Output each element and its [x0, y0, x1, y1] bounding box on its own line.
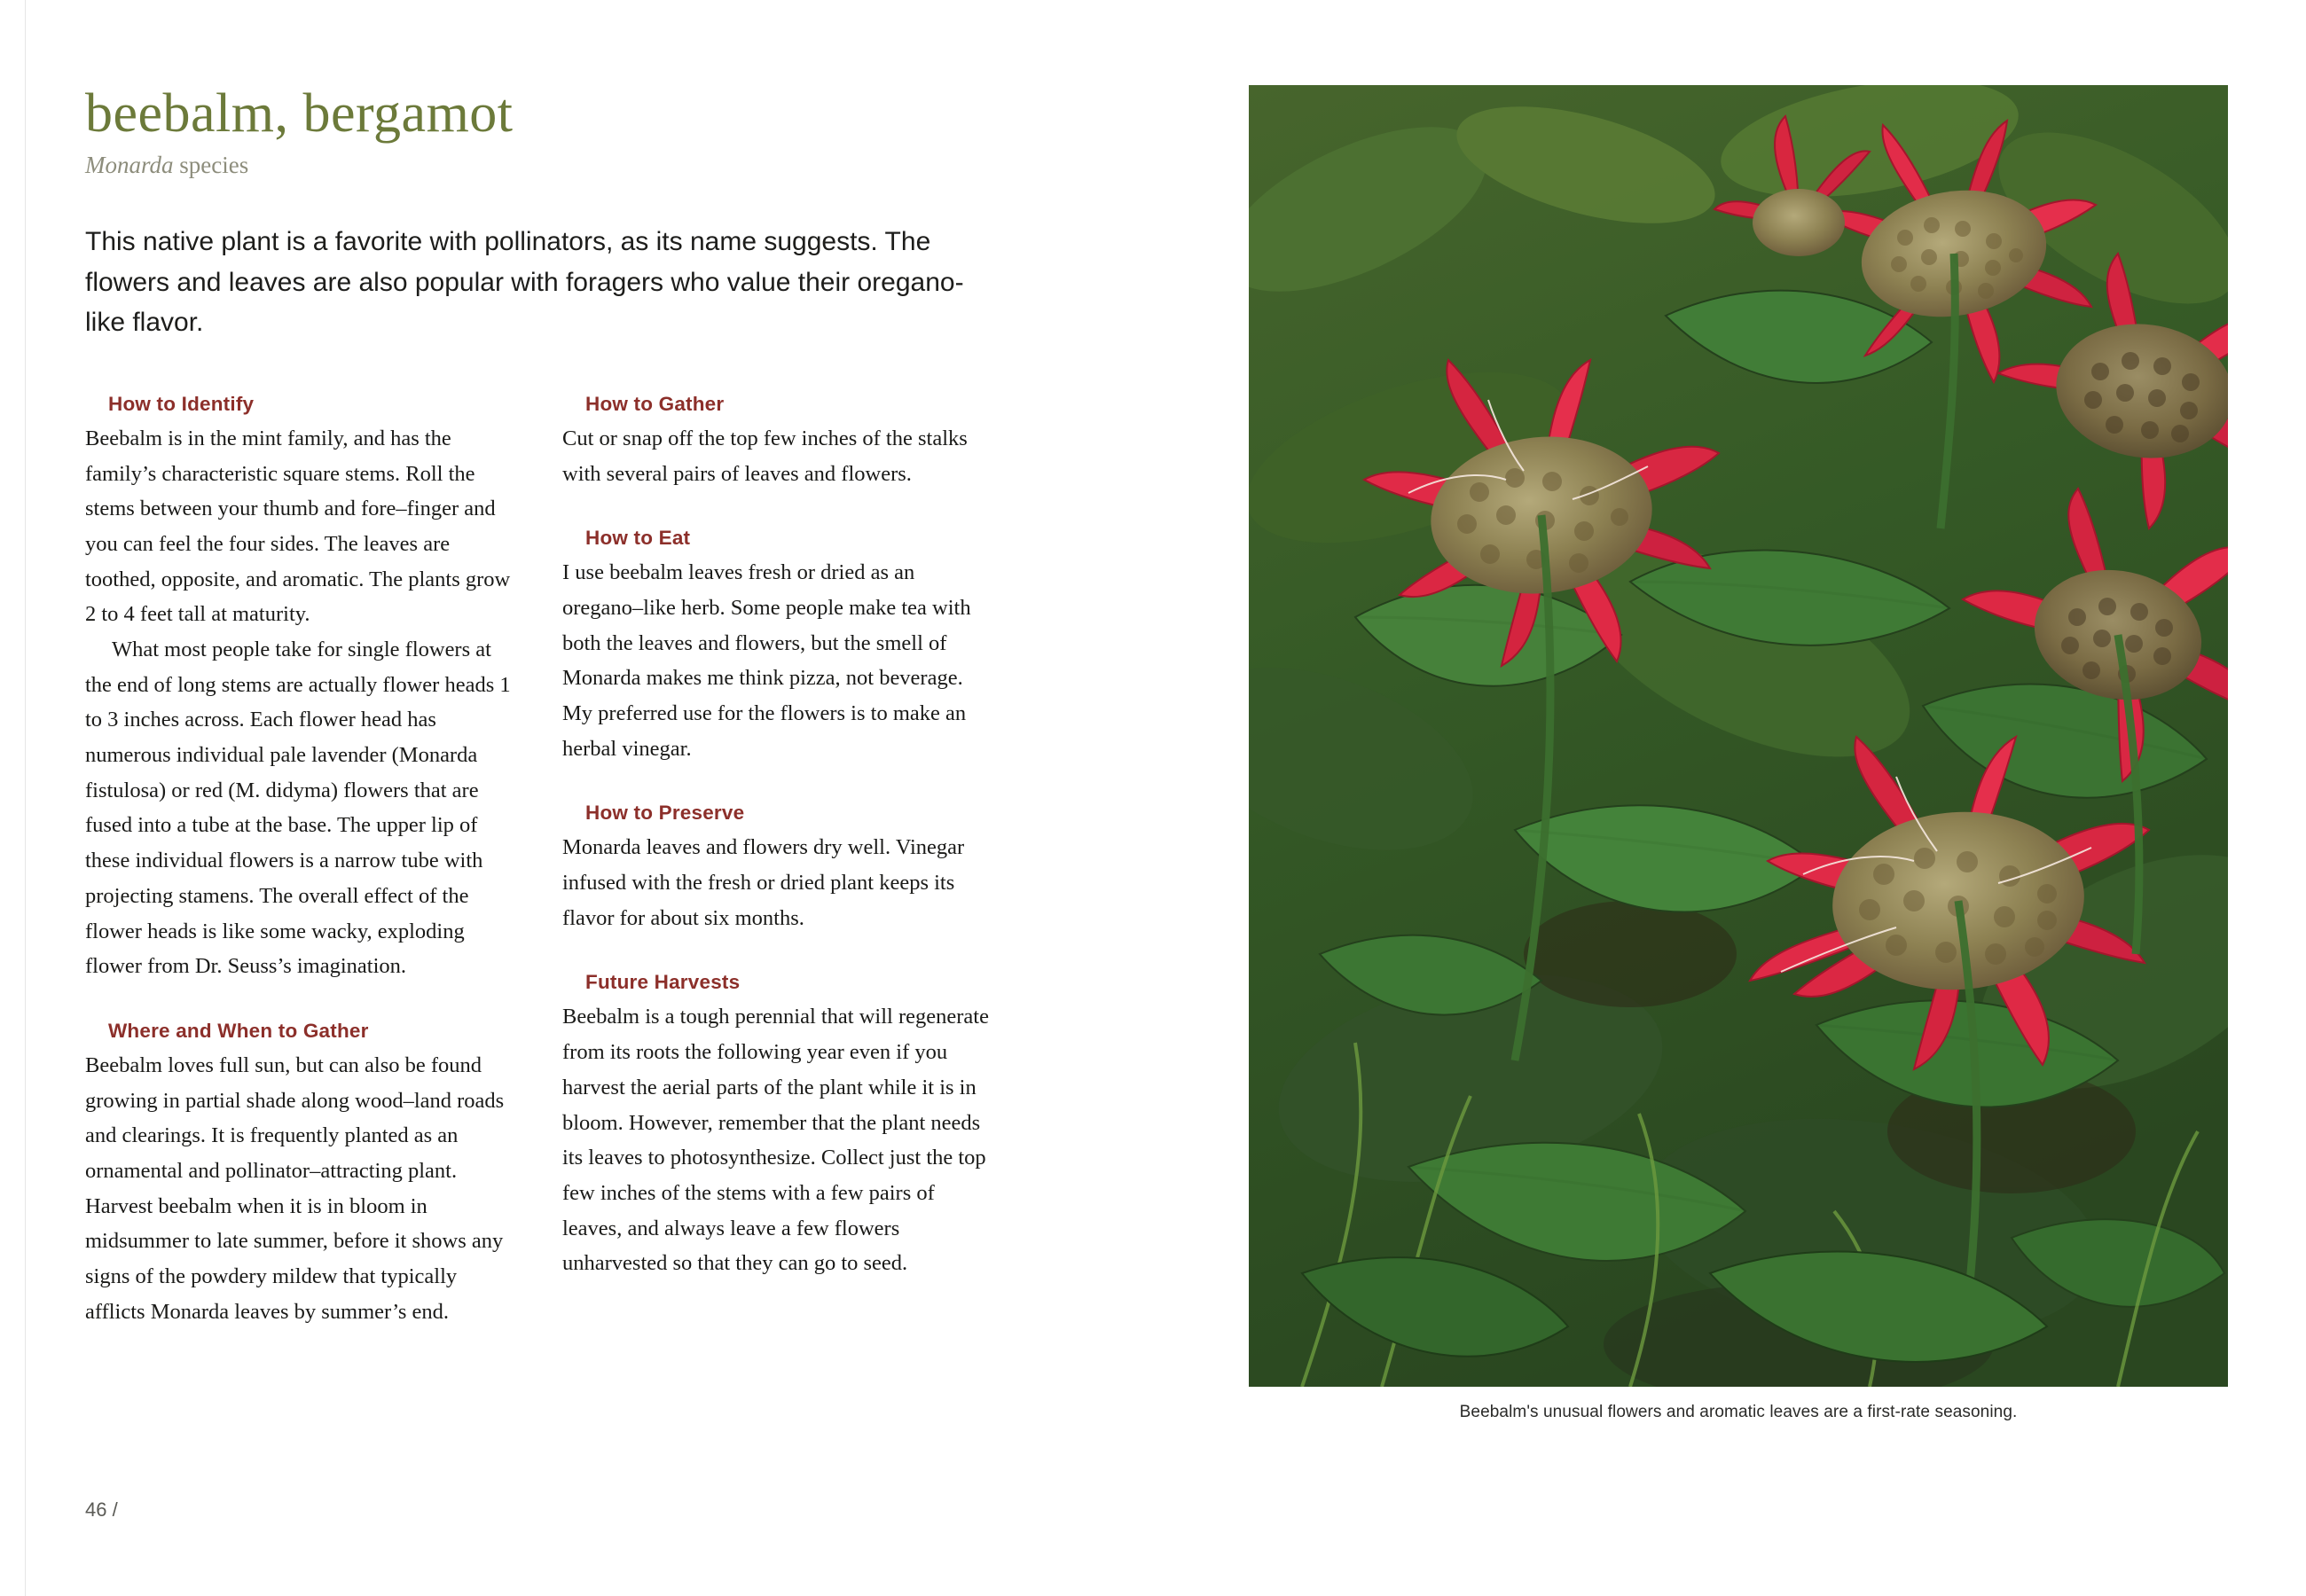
page-title: beebalm, bergamot	[85, 83, 514, 144]
section-heading-future-harvests: Future Harvests	[585, 971, 741, 994]
body-column-left	[85, 393, 520, 1330]
paragraph: I use beebalm leaves fresh or dried as an oregano–like herb. Some people make tea with both the leaves and flowers, but the smell of Monarda makes me think pizza, not beverage. My preferred use for the flowers is to make an herbal vinegar.	[562, 560, 971, 761]
section-heading-how-to-identify: How to Identify	[108, 392, 255, 415]
page-number: 46 /	[85, 1498, 118, 1521]
beebalm-photo-illustration	[1249, 85, 2228, 1387]
paragraph: Monarda leaves and flowers dry well. Vinegar infused with the fresh or dried plant keeps its flavor for about six months.	[562, 835, 965, 930]
paragraph: Beebalm is in the mint family, and has the family’s characteristic square stems. Roll the stems between your thumb and fore–finger and you can feel the four sides. The leaves are toothed, opposite, and aromatic. The plants grow 2 to 4 feet tall at maturity.	[85, 426, 511, 627]
section-heading-where-and-when-to-gather: Where and When to Gather	[108, 1019, 369, 1042]
scientific-name	[85, 152, 999, 179]
section-heading-how-to-gather: How to Gather	[585, 392, 725, 415]
page-edge-strip	[0, 0, 26, 1596]
text-page	[85, 85, 999, 1539]
plant-photo	[1249, 85, 2228, 1387]
intro-paragraph: This native plant is a favorite with pollinators, as its name suggests. The flowers and leaves are also popular with foragers who value their oregano-like flavor.	[85, 227, 964, 338]
genus-name: Monarda	[85, 152, 174, 179]
figure-caption: Beebalm's unusual flowers and aromatic leaves are a first-rate seasoning.	[1459, 1403, 2018, 1421]
paragraph: Cut or snap off the top few inches of the stalks with several pairs of leaves and flowers.	[562, 426, 968, 486]
genus-suffix: species	[173, 152, 249, 179]
section-heading-how-to-eat: How to Eat	[585, 527, 691, 550]
section-heading-how-to-preserve: How to Preserve	[585, 802, 745, 825]
paragraph: Beebalm loves full sun, but can also be found growing in partial shade along wood–land roads and clearings. It is frequently planted as an ornamental and pollinator–attracting plant. Harvest beebalm when it is in bloom in midsummer to late summer, before it shows any signs of the powdery mildew that typically afflicts Monarda leaves by summer’s end.	[85, 1052, 505, 1324]
paragraph: Beebalm is a tough perennial that will regenerate from its roots the following year even if you harvest the aerial parts of the plant while it is in bloom. However, remember that the plant needs its leaves to photosynthesize. Collect just the top few inches of the stems with a few pairs of leaves, and always leave a few flowers unharvested so that they can go to seed.	[562, 1005, 989, 1276]
body-columns	[85, 393, 999, 1330]
body-column-right	[562, 393, 997, 1330]
paragraph: What most people take for single flowers at the end of long stems are actually flower heads 1 to 3 inches across. Each flower head has numerous individual pale lavender (Monarda fistulosa) or red (M. didyma) flowers that are fused into a tube at the base. The upper lip of these individual flowers is a narrow tube with projecting stamens. The overall effect of the flower heads is like some wacky, exploding flower from Dr. Seuss’s imagination.	[85, 638, 511, 979]
figure	[1249, 85, 2228, 1422]
